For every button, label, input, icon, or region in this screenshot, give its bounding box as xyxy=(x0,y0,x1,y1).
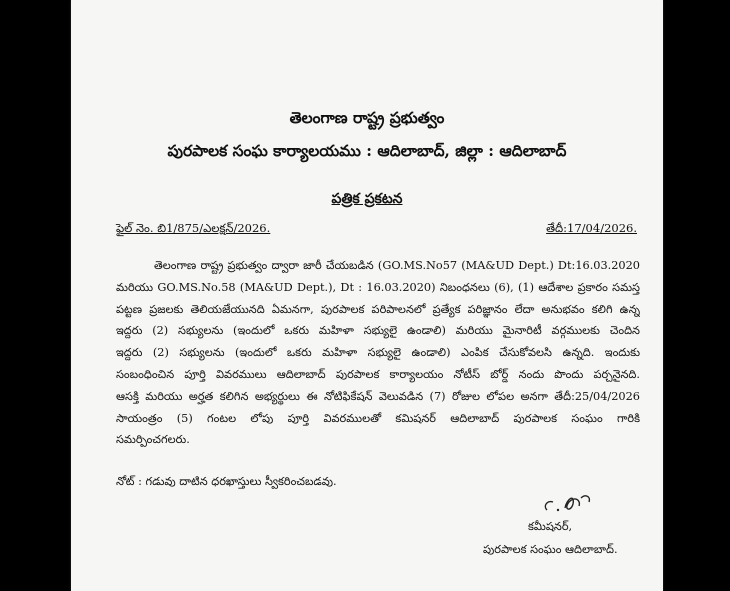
signatory-role: కమీషనర్, xyxy=(528,520,573,533)
body-paragraph xyxy=(116,255,640,451)
signatory-office: పురపాలక సంఘం ఆదిలాబాద్. xyxy=(483,543,618,556)
press-release-document xyxy=(71,0,663,591)
file-number: ఫైల్ నెం. బి1/875/ఎలక్షన్/2026. xyxy=(116,221,271,235)
body-line: సాయంత్రం (5) గంటల లోపు పూర్తి వివరములతో కమిషనర్ ఆదిలాబాద్ పురపాలక సంఘం గారికి xyxy=(116,411,640,425)
office-heading: పురపాలక సంఘ కార్యాలయము : ఆదిలాబాద్, జిల్లా : ఆదిలాబాద్ xyxy=(167,141,567,160)
government-heading: తెలంగాణ రాష్ట్ర ప్రభుత్వం xyxy=(289,108,445,127)
note-line: నోట్ : గడువు దాటిన ధరఖాస్తులు స్వీకరించబడవు. xyxy=(116,475,337,488)
body-line: ఇద్దరు (2) సభ్యులను (ఇందులో ఒకరు మహిళా సభ్యులై ఉండాలి) మరియు మైనారిటీ వర్గములకు చెందిన xyxy=(116,324,640,338)
body-line: పట్టణ ప్రజలకు తెలియజేయునది ఏమనగా, పురపాలక పరిపాలనలో ప్రత్యేక పరిజ్ఞానం లేదా అనుభవం కలిగి ఉన్న xyxy=(116,302,640,316)
document-date: తేదీ:17/04/2026. xyxy=(546,221,637,235)
body-line: సంబంధించిన పూర్తి వివరములు ఆదిలాబాద్ పురపాలక కార్యాలయం నోటీస్ బోర్డ్ నందు పొందు పర్చనైనది. xyxy=(116,367,640,381)
body-line: సమర్పించగలరు. xyxy=(116,433,190,447)
document-title: పత్రిక ప్రకటన xyxy=(331,191,403,207)
body-line: మరియు GO.MS.No.58 (MA&UD Dept.), Dt : 16.03.2020) నిబంధనలు (6), (1) ఆదేశాల ప్రకారం సమస్త xyxy=(116,280,640,294)
body-line: ఇద్దరు (2) సభ్యులను (ఇందులో ఒకరు మహిళా సభ్యులై ఉండాలి) ఎంపిక చేసుకోవలసి ఉన్నది. ఇందుకు xyxy=(116,346,640,360)
body-line: తెలంగాణ రాష్ట్ర ప్రభుత్వం ద్వారా జారీ చేయబడిన (GO.MS.No57 (MA&UD Dept.) Dt:16.03.2020 xyxy=(154,259,640,272)
body-line: ఆసక్తి మరియు అర్హత కలిగిన అభ్యర్థులు ఈ నోటిఫికేషన్ వెలువడిన (7) రోజుల లోపల అనగా తేదీ:25/04/2026 xyxy=(116,389,640,403)
handwritten-signature xyxy=(541,490,601,518)
